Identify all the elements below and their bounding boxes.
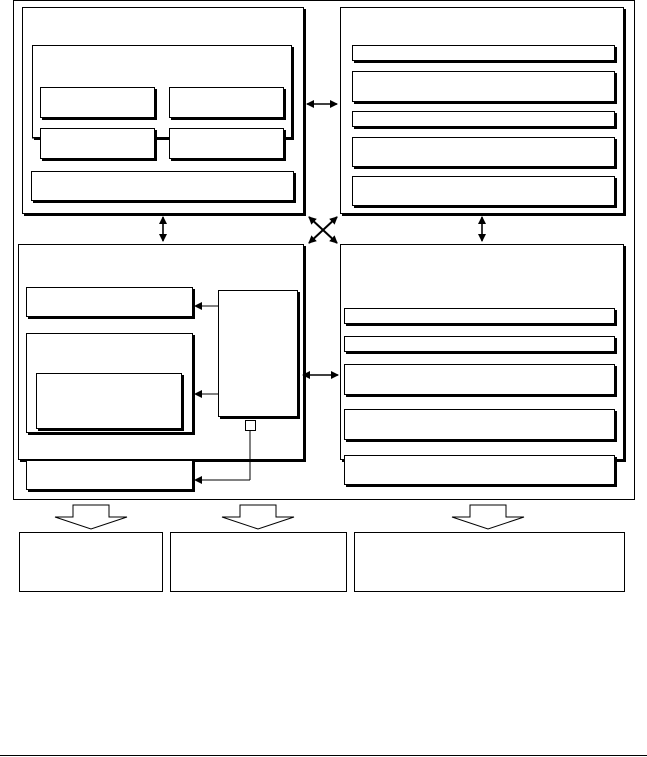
output-arrow-2 [222,505,294,529]
output-arrow-3 [452,505,524,529]
output-arrow-1 [55,505,127,529]
